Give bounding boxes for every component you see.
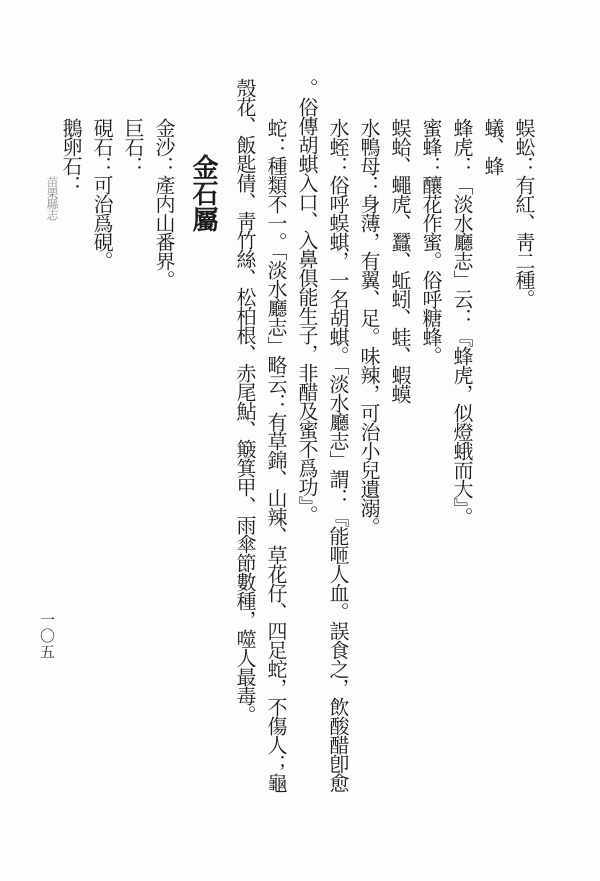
text-column: 蜜蜂：釀花作蜜。俗呼糖蜂。 <box>419 118 441 365</box>
text-column: 。俗傳胡蜞入口、入鼻俱能生子，非醋及蜜不爲功』。 <box>295 78 317 524</box>
text-column: 蜂虎：「淡水廳志」云：『蜂虎，似燈蛾而大』。 <box>450 118 472 526</box>
text-column: 硯石：可治爲硯。 <box>90 118 112 270</box>
text-column: 蟻、蜂 <box>481 118 503 175</box>
section-header: 金石屬 <box>189 154 218 232</box>
book-title-margin-label: 苗栗縣志 <box>45 176 59 220</box>
text-column: 蜈蛤、蠅虎、蠶、蚯蚓、蛙、蝦蟆 <box>388 118 410 403</box>
text-column: 金沙：產内山番界。 <box>152 118 174 289</box>
text-column: 巨石： <box>121 118 143 175</box>
text-column: 水鴨母：身薄，有翼、足。味辣，可治小兒遺溺。 <box>357 118 379 536</box>
page-number: 一〇五 <box>38 612 54 660</box>
text-column: 蜈蚣：有紅、靑二種。 <box>512 118 534 308</box>
text-column: 蛇：種類不一。「淡水廳志」略云：有草錦、山辣、草花仔、四足蛇，不傷人；龜 <box>264 118 286 792</box>
text-column: 水蛭：俗呼蜈蜞，一名胡蜞。「淡水廳志」謂：『能咂人血。誤食之，飲酸醋卽愈 <box>326 118 348 792</box>
text-column: 鵝卵石： <box>59 118 81 194</box>
text-block <box>54 70 538 870</box>
text-column: 殼花、飯匙倩、靑竹絲、松柏根、赤尾鮎、簸箕甲、雨傘節數種，噬人最毒。 <box>233 78 255 724</box>
